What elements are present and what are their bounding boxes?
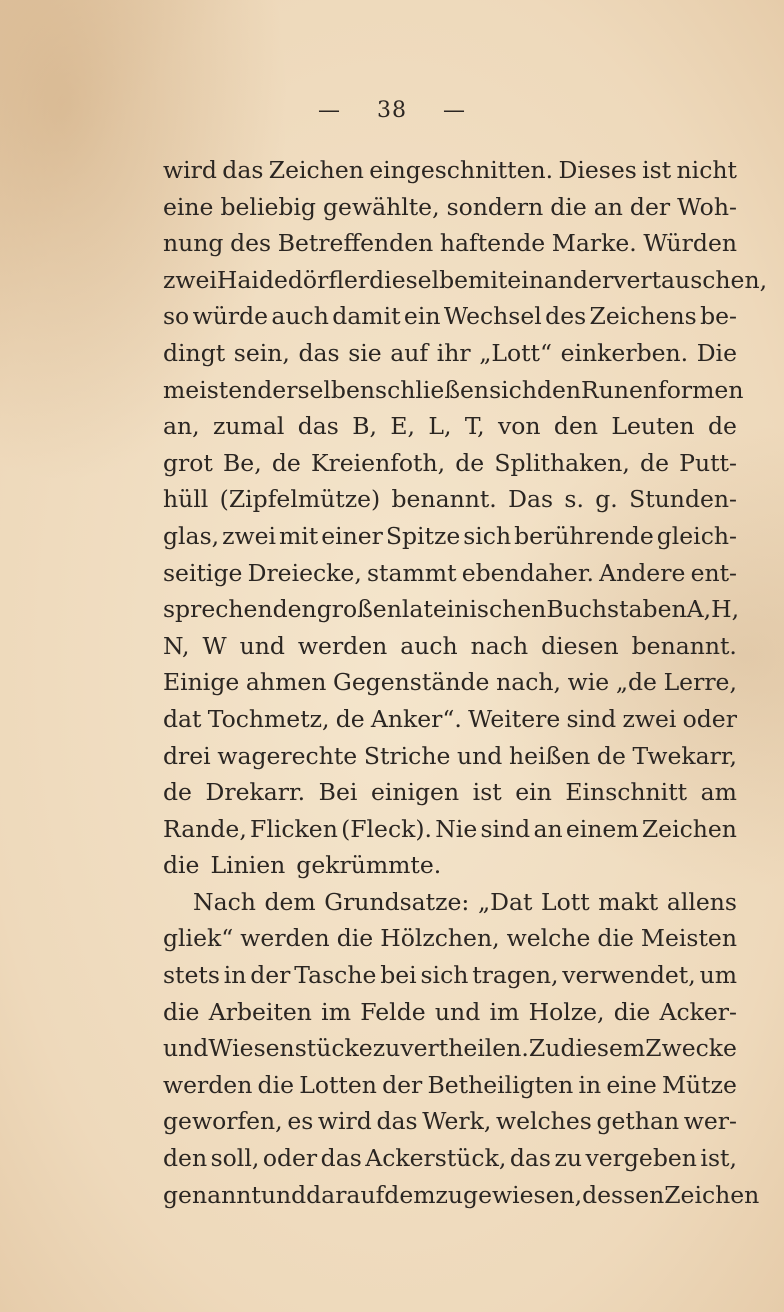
page-header xyxy=(0,98,784,123)
text-line: sprechen den großen lateinischen Buchstaben A, H, xyxy=(163,595,740,624)
page-number: 38 xyxy=(377,98,407,123)
text-line: Rande, Flicken (Fleck). Nie sind an einem Zeichen xyxy=(163,814,737,843)
text-line: grot Be, de Kreienfoth, de Splithaken, de Putt- xyxy=(163,448,737,477)
text-line: zwei Haidedörfler dieselbe mit einander vertauschen, xyxy=(163,265,768,294)
text-line: nung des Betreffenden haftende Marke. Würden xyxy=(163,229,737,258)
text-line: werden die Lotten der Betheiligten in eine Mütze xyxy=(163,1070,737,1099)
text-line: dingt sein, das sie auf ihr „Lott“ einkerben. Die xyxy=(163,338,737,367)
text-line: Nach dem Grundsatze: „Dat Lott makt allens xyxy=(193,887,737,916)
text-line: die Linien gekrümmte. xyxy=(163,851,442,880)
text-line: meisten derselben schließen sich den Runenformen xyxy=(163,375,744,404)
header-dash-left: — xyxy=(318,98,341,123)
text-line: und Wiesenstücke zu vertheilen. Zu diesem Zwecke xyxy=(163,1034,737,1063)
text-line: drei wagerechte Striche und heißen de Twekarr, xyxy=(163,741,737,770)
text-line: den soll, oder das Ackerstück, das zu vergeben ist, xyxy=(163,1144,737,1173)
page-body-text xyxy=(163,152,768,1213)
text-line: eine beliebig gewählte, sondern die an der Woh- xyxy=(163,192,737,221)
text-line: an, zumal das B, E, L, T, von den Leuten de xyxy=(163,412,737,441)
text-line: N, W und werden auch nach diesen benannt. xyxy=(163,631,737,660)
text-line: genannt und darauf dem zugewiesen, dessen Zeichen xyxy=(163,1180,760,1209)
text-line: so würde auch damit ein Wechsel des Zeichens be- xyxy=(163,302,737,331)
text-line: wird das Zeichen eingeschnitten. Dieses ist nicht xyxy=(163,156,737,184)
header-dash-right: — xyxy=(443,98,466,123)
text-line: seitige Dreiecke, stammt ebendaher. Andere ent- xyxy=(163,558,737,587)
text-line: hüll (Zipfelmütze) benannt. Das s. g. Stunden- xyxy=(163,485,737,514)
text-line: die Arbeiten im Felde und im Holze, die Acker- xyxy=(163,997,737,1026)
text-line: gliek“ werden die Hölzchen, welche die Meisten xyxy=(163,924,737,953)
text-line: Einige ahmen Gegenstände nach, wie „de Lerre, xyxy=(163,668,737,697)
text-line: geworfen, es wird das Werk, welches gethan wer- xyxy=(163,1107,737,1136)
text-line: dat Tochmetz, de Anker“. Weitere sind zwei oder xyxy=(163,704,737,733)
text-line: de Drekarr. Bei einigen ist ein Einschnitt am xyxy=(163,778,737,807)
text-line: stets in der Tasche bei sich tragen, verwendet, um xyxy=(163,961,737,990)
text-line: glas, zwei mit einer Spitze sich berührende gleich- xyxy=(163,521,737,550)
